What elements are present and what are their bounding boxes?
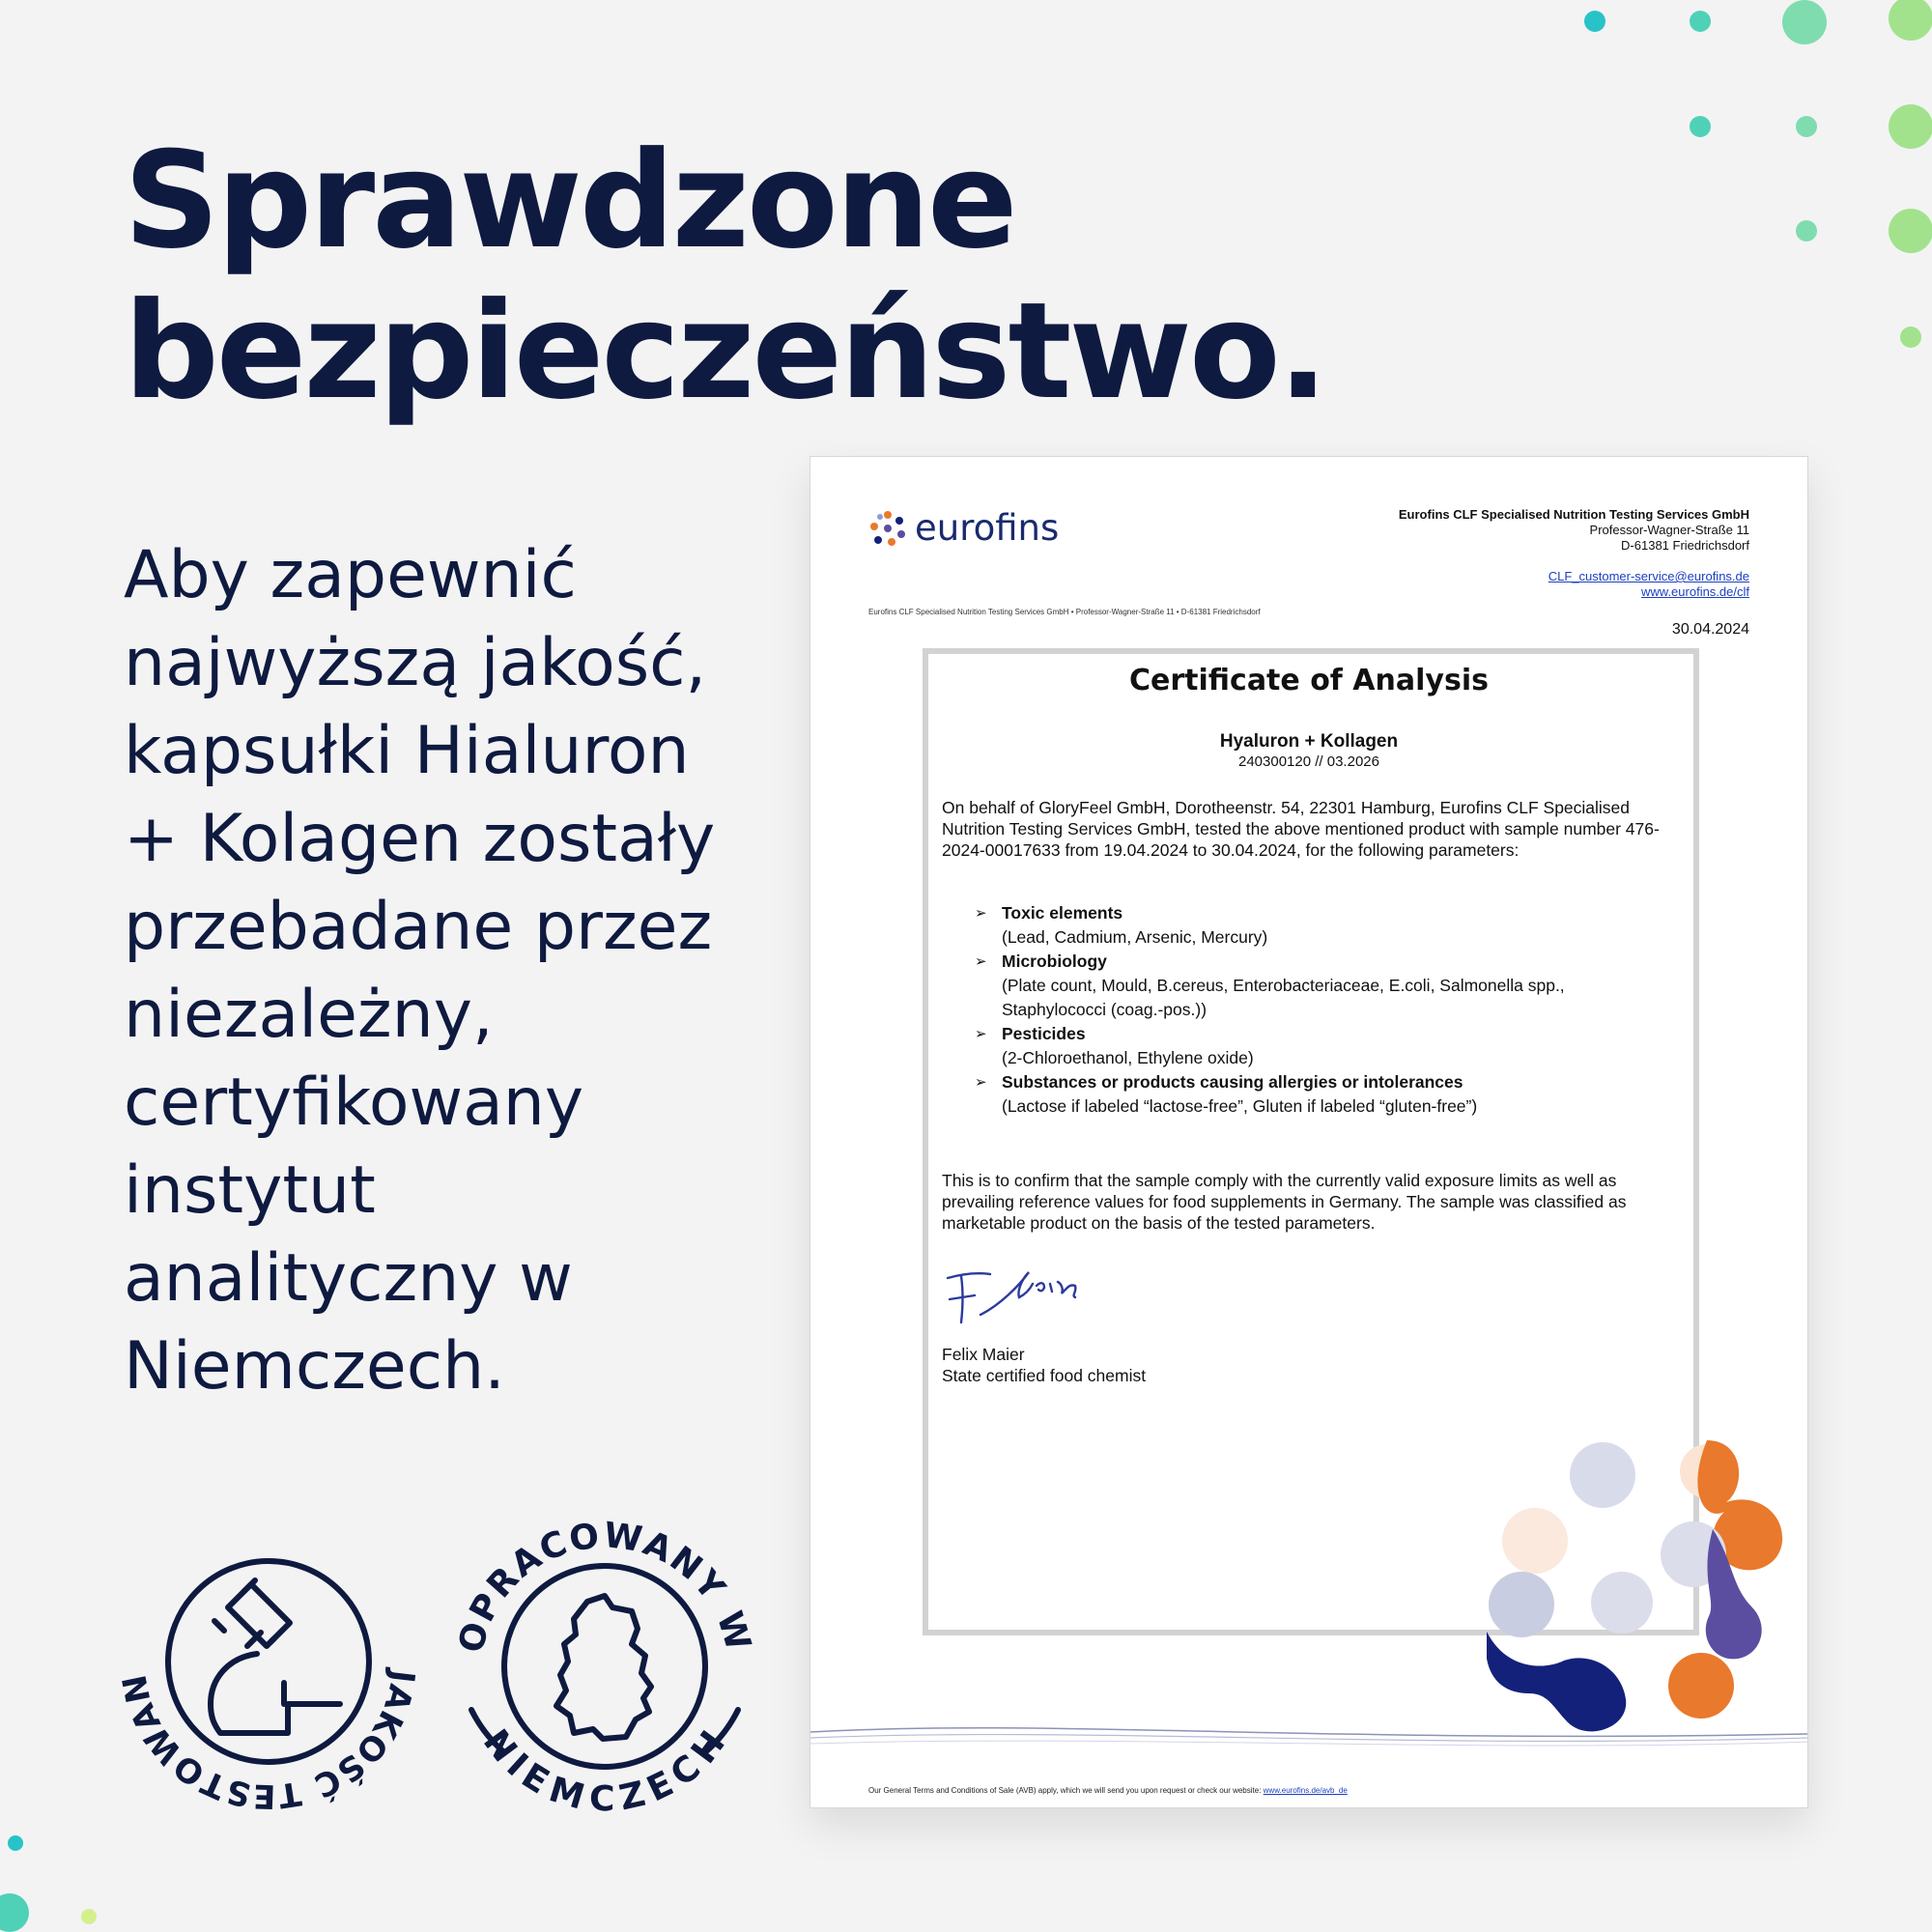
description-line: instytut xyxy=(124,1152,376,1229)
lab-street: Professor-Wagner-Straße 11 xyxy=(1589,523,1749,537)
lab-badge-text: JAKOŚĆ TESTOWAN xyxy=(115,1667,422,1816)
signature xyxy=(942,1257,1106,1339)
germany-map-icon xyxy=(556,1596,651,1739)
lab-tested-badge xyxy=(114,1507,423,1821)
list-item xyxy=(975,950,1670,1022)
intro-paragraph: On behalf of GloryFeel GmbH, Dorotheenstr. 54, 22301 Hamburg, Eurofins CLF Specialised Nutrition Testing Services GmbH, tested the above mentioned product with sample number 476-2024-00017633 from 19.04.2024 to 30.04.2024, for the following parameters: xyxy=(942,798,1660,860)
signer-title: State certified food chemist xyxy=(942,1366,1147,1385)
microscope-icon xyxy=(211,1580,340,1733)
parameter-detail: (Lactose if labeled “lactose-free”, Gluten if labeled “gluten-free”) xyxy=(1002,1096,1478,1116)
lab-address xyxy=(1399,507,1749,600)
product-name: Hyaluron + Kollagen xyxy=(1219,731,1399,752)
certificate-date: 30.04.2024 xyxy=(1671,621,1749,638)
eurofins-logo-icon xyxy=(868,509,907,548)
arrow-bullet-icon: ➢ xyxy=(975,953,987,970)
description-line: przebadane przez xyxy=(124,889,713,965)
batch-number: 240300120 // 03.2026 xyxy=(1238,753,1379,770)
eurofins-logo xyxy=(868,507,1059,549)
parameter-name: Pesticides xyxy=(1002,1024,1086,1043)
signer-name: Felix Maier xyxy=(942,1345,1025,1364)
description-line: kapsułki Hialuron xyxy=(124,713,690,789)
list-item xyxy=(975,1022,1670,1070)
footer-text: Our General Terms and Conditions of Sale (AVB) apply, which we will send you upon request or check our website: xyxy=(868,1786,1264,1795)
parameter-detail: (2-Chloroethanol, Ethylene oxide) xyxy=(1002,1048,1254,1067)
arrow-bullet-icon: ➢ xyxy=(975,905,987,922)
certificate-title: Certificate of Analysis xyxy=(1129,664,1489,697)
parameter-detail: (Plate count, Mould, B.cereus, Enterobacteriaceae, E.coli, Salmonella spp., Staphylococci (coag.-pos.)) xyxy=(1002,976,1565,1019)
germany-badge-top-text: OPRACOWANY W xyxy=(451,1515,759,1658)
description-line: + Kolagen zostały xyxy=(124,801,716,877)
parameter-name: Substances or products causing allergies or intolerances xyxy=(1002,1072,1463,1092)
lab-name: Eurofins CLF Specialised Nutrition Testing Services GmbH xyxy=(1398,507,1749,522)
germany-badge-bottom-text: NIEMCZECH xyxy=(475,1721,734,1816)
lab-email-link[interactable]: CLF_customer-service@eurofins.de xyxy=(1548,569,1749,583)
eurofins-molecule-graphic xyxy=(1487,1433,1808,1742)
signer-block xyxy=(942,1344,1146,1386)
terms-link[interactable]: www.eurofins.de/avb_de xyxy=(1263,1786,1348,1795)
description-line: najwyższą jakość, xyxy=(124,625,707,701)
made-in-germany-badge xyxy=(450,1507,759,1821)
lab-city: D-61381 Friedrichsdorf xyxy=(1621,538,1749,553)
description-text xyxy=(124,531,761,1410)
parameter-name: Microbiology xyxy=(1002,952,1107,971)
certificate-document xyxy=(810,456,1808,1808)
terms-footer xyxy=(868,1786,1348,1795)
headline-line-1: Sprawdzone xyxy=(124,123,1015,278)
description-line: Aby zapewnić xyxy=(124,537,577,613)
footer-wave-lines xyxy=(810,1705,1808,1763)
list-item xyxy=(975,1070,1670,1119)
description-line: certyfikowany xyxy=(124,1065,584,1141)
description-line: analityczny w xyxy=(124,1240,573,1317)
parameter-list xyxy=(975,901,1670,1119)
parameter-name: Toxic elements xyxy=(1002,903,1123,923)
eurofins-logo-text: eurofins xyxy=(915,507,1060,549)
headline-line-2: bezpieczeństwo. xyxy=(124,273,1326,429)
description-line: niezależny, xyxy=(124,977,494,1053)
list-item xyxy=(975,901,1670,950)
description-line: Niemczech. xyxy=(124,1328,505,1405)
sender-line: Eurofins CLF Specialised Nutrition Testing Services GmbH • Professor-Wagner-Straße 11 • D-61381 Friedrichsdorf xyxy=(868,608,1261,616)
arrow-bullet-icon: ➢ xyxy=(975,1074,987,1091)
parameter-detail: (Lead, Cadmium, Arsenic, Mercury) xyxy=(1002,927,1268,947)
lab-website-link[interactable]: www.eurofins.de/clf xyxy=(1641,584,1749,599)
headline xyxy=(124,123,1326,429)
conclusion-paragraph: This is to confirm that the sample comply with the currently valid exposure limits as well as prevailing reference values for food supplements in Germany. The sample was classified as marketable product on the basis of the tested parameters. xyxy=(942,1171,1627,1233)
arrow-bullet-icon: ➢ xyxy=(975,1026,987,1042)
